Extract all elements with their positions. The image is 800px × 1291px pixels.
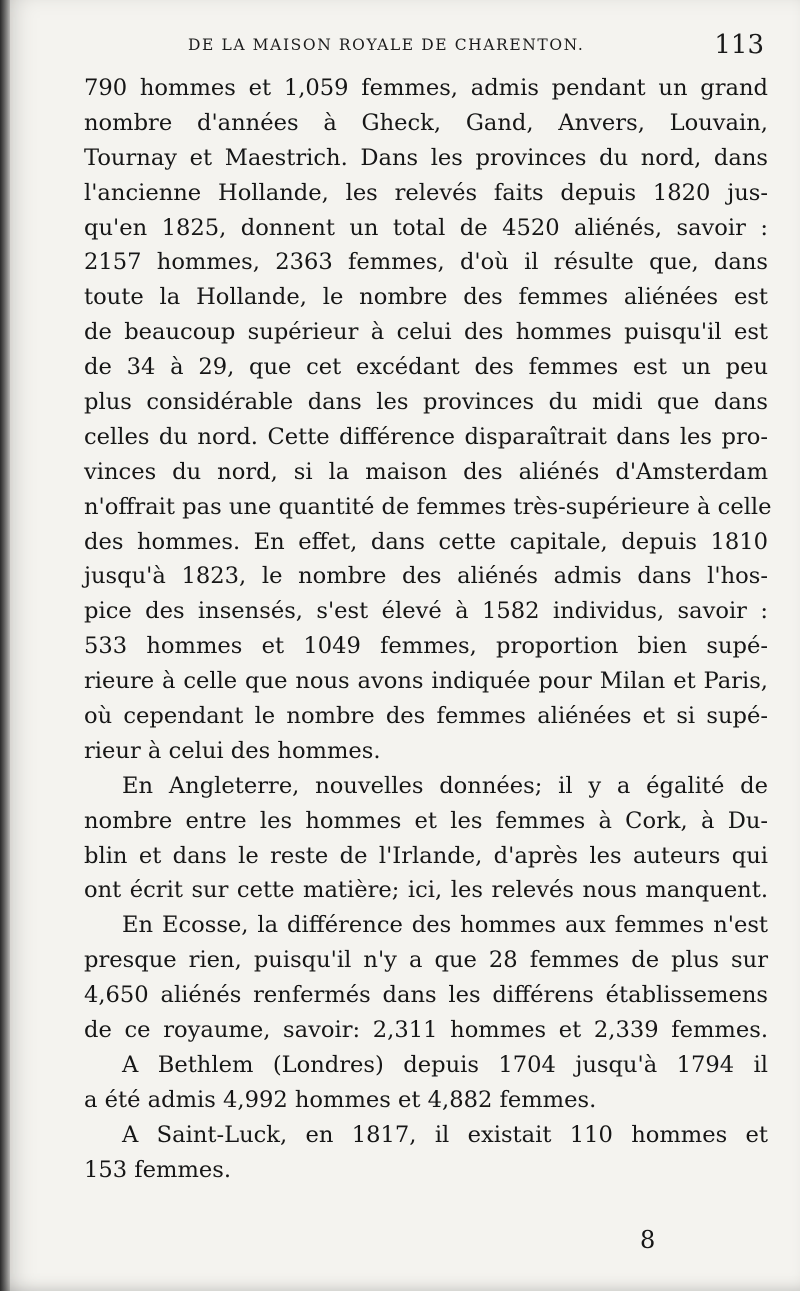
text-line: A Bethlem (Londres) depuis 1704 jusqu'à 1794 il [122,1051,768,1078]
text-line: A Saint-Luck, en 1817, il existait 110 hommes et [122,1121,768,1148]
text-line: En Angleterre, nouvelles données; il y a égalité de [122,772,768,799]
text-line: des hommes. En effet, dans cette capitale, depuis 1810 [84,528,768,555]
text-line: nombre entre les hommes et les femmes à Cork, à Du- [84,807,768,834]
text-line: Tournay et Maestrich. Dans les provinces du nord, dans [84,144,768,171]
text-line: 4,650 aliénés renfermés dans les différens établissemens [84,982,768,1009]
text-line: En Ecosse, la différence des hommes aux femmes n'est [122,912,768,939]
text-line: 790 hommes et 1,059 femmes, admis pendant un grand [84,75,768,101]
text-line: rieure à celle que nous avons indiquée pour Milan et Paris, [84,668,768,695]
text-line: jusqu'à 1823, le nombre des aliénés admis dans l'hos- [84,563,768,590]
text-line: presque rien, puisqu'il n'y a que 28 femmes de plus sur [84,947,768,974]
text-line: vinces du nord, si la maison des aliénés d'Amsterdam [84,458,768,485]
signature-mark: 8 [640,1226,656,1254]
text-line: où cependant le nombre des femmes aliénées et si supé- [84,703,768,730]
running-title: DE LA MAISON ROYALE DE CHARENTON. [188,36,585,54]
text-line: 2157 hommes, 2363 femmes, d'où il résulte que, dans [84,249,768,276]
text-line: n'offrait pas une quantité de femmes très-supérieure à celle [84,493,772,520]
body-text [84,71,772,1188]
running-head [90,30,770,70]
text-line: ont écrit sur cette matière; ici, les relevés nous manquent. [84,877,768,904]
book-spine-shadow [0,0,10,1291]
text-line: 153 femmes. [84,1156,232,1183]
text-line: l'ancienne Hollande, les relevés faits depuis 1820 jus- [84,179,768,206]
page-number: 113 [714,30,764,60]
text-line: nombre d'années à Gheck, Gand, Anvers, Louvain, [84,109,768,136]
text-line: 533 hommes et 1049 femmes, proportion bien supé- [84,633,768,660]
text-line: pice des insensés, s'est élevé à 1582 individus, savoir : [84,598,768,625]
text-line: celles du nord. Cette différence disparaîtrait dans les pro- [84,423,768,450]
text-line: rieur à celui des hommes. [84,737,381,764]
text-line: plus considérable dans les provinces du midi que dans [84,389,768,416]
text-line: de beaucoup supérieur à celui des hommes puisqu'il est [84,319,768,346]
text-line: toute la Hollande, le nombre des femmes aliénées est [84,284,768,311]
text-line: qu'en 1825, donnent un total de 4520 aliénés, savoir : [84,214,768,241]
text-line: a été admis 4,992 hommes et 4,882 femmes. [84,1086,597,1113]
text-line: de 34 à 29, que cet excédant des femmes est un peu [84,354,768,381]
text-line: blin et dans le reste de l'Irlande, d'après les auteurs qui [84,842,768,869]
text-line: de ce royaume, savoir: 2,311 hommes et 2,339 femmes. [84,1017,768,1044]
